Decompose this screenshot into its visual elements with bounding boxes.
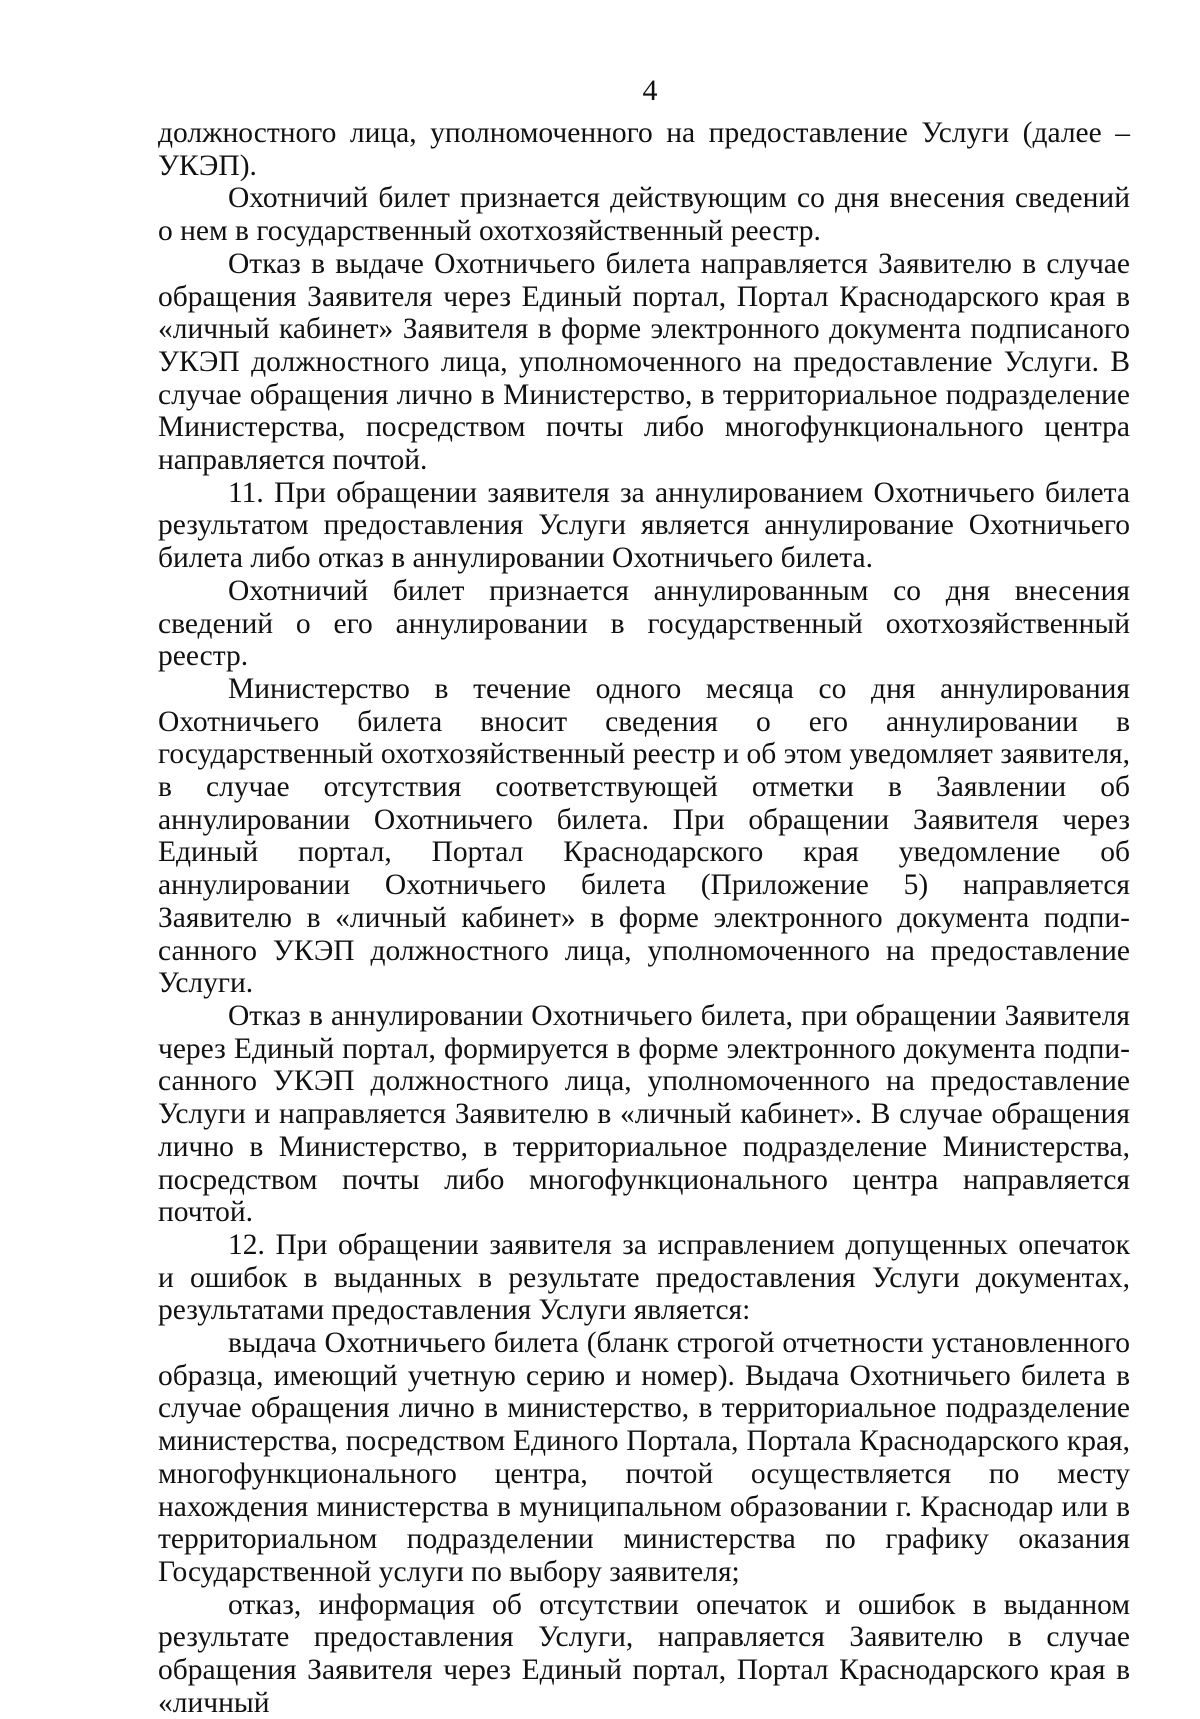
- paragraph: Охотничий билет признается действующим со дня внесения сведений о нем в государственный охотхозяйственный реестр.: [158, 182, 1130, 248]
- paragraph-continuation: должностного лица, уполномоченного на предоставление Услуги (далее – УКЭП).: [158, 117, 1130, 182]
- document-body: [158, 117, 1130, 1719]
- paragraph-item-11: 11. При обращении заявителя за аннулированием Охотничьего билета результатом предоставления Услуги является аннулирование Охотничьего билета либо отказ в аннулировании Охотничьего билета.: [158, 476, 1130, 575]
- page-number: 4: [642, 74, 658, 107]
- paragraph: выдача Охотничьего билета (бланк строгой отчетности установленного образца, имеющий учетную серию и номер). Выдача Охотничьего билета в случае обращения лично в министерство, в территориальное подразделение министерства, посредством Единого Портала, Портала Краснодарского края, многофункционального центра, почтой осуществляется по месту нахождения министерства в муниципальном образовании г. Краснодар или в территориальном подразделении министерства по графику оказания Государственной услуги по выбору заявителя;: [158, 1327, 1130, 1588]
- paragraph: отказ, информация об отсутствии опечаток и ошибок в выданном результате предоставления Услуги, направляется Заявителю в случае обращения Заявителя через Единый портал, Портал Краснодарского края в «личный: [158, 1588, 1130, 1719]
- paragraph: Отказ в аннулировании Охотничьего билета, при обращении Заявителя через Единый портал, формируется в форме электронного документа подписанного УКЭП должностного лица, уполномоченного на предоставление Услуги и направляется Заявителю в «личный кабинет». В случае обращения лично в Министерство, в территориальное подразделение Министерства, посредством почты либо многофункционального центра направляется почтой.: [158, 999, 1130, 1229]
- paragraph: Охотничий билет признается аннулированным со дня внесения сведений о его аннулировании в государственный охотхозяйственный реестр.: [158, 574, 1130, 673]
- paragraph-item-12: 12. При обращении заявителя за исправлением допущенных опечаток и ошибок в выданных в результате предоставления Услуги документах, результатами предоставления Услуги является:: [158, 1228, 1130, 1327]
- paragraph: Министерство в течение одного месяца со дня аннулирования Охотничьего билета вносит сведения о его аннулировании в государственный охотхозяйственный реестр и об этом уведомляет заявителя, в случае отсутствия соответствующей отметки в Заявлении об аннулировании Охотниьчего билета. При обращении Заявителя через Единый портал, Портал Краснодарского края уведомление об аннулировании Охотничьего билета (Приложение 5) направляется Заявителю в «личный кабинет» в форме электронного документа подписанного УКЭП должностного лица, уполномоченного на предоставление Услуги.: [158, 672, 1130, 1000]
- paragraph: Отказ в выдаче Охотничьего билета направляется Заявителю в случае обращения Заявителя через Единый портал, Портал Краснодарского края в «личный кабинет» Заявителя в форме электронного документа подписаного УКЭП должностного лица, уполномоченного на предоставление Услуги. В случае обращения лично в Министерство, в территориальное подразделение Министерства, посредством почты либо многофункционального центра направляется почтой.: [158, 247, 1130, 477]
